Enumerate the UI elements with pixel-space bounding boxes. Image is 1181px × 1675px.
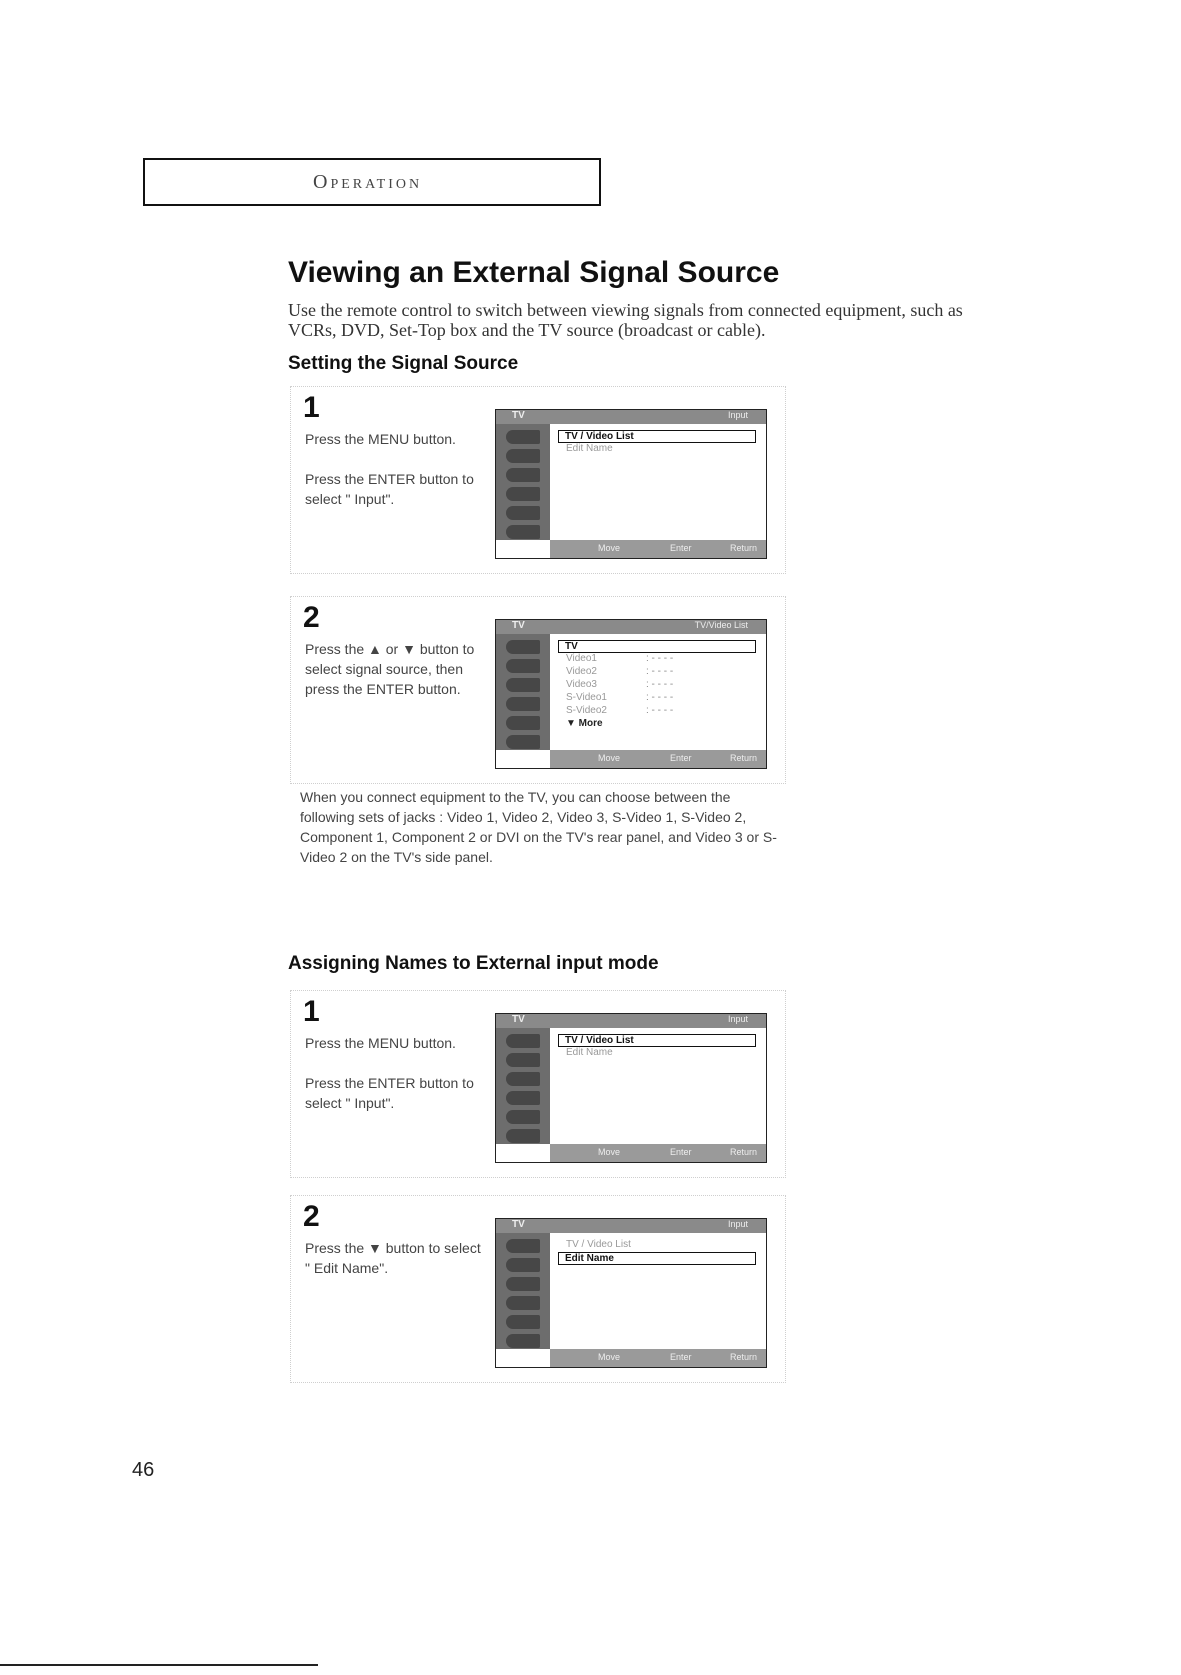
tv-menu-title: Input — [727, 410, 748, 420]
tv-menu-hint: Enter — [670, 753, 692, 763]
tv-menu-hint: Move — [598, 1147, 621, 1157]
tv-menu-item[interactable] — [558, 640, 756, 653]
tv-menu-item[interactable] — [558, 443, 756, 456]
instruction-step — [290, 386, 786, 574]
tv-menu-title: Input — [727, 1014, 748, 1024]
tv-menu-item[interactable] — [558, 1252, 756, 1265]
tv-menu-hint: Enter — [670, 1352, 692, 1362]
tv-menu-item-label: S-Video2 — [566, 705, 607, 716]
tv-menu-item-label: Video1 — [566, 653, 597, 664]
tv-menu-hint: Return — [730, 753, 758, 763]
tv-menu-title: Input — [727, 1219, 748, 1229]
tv-menu-icon — [506, 716, 540, 730]
step-number: 2 — [303, 601, 320, 634]
tv-menu-item[interactable] — [558, 1047, 756, 1060]
tv-menu-item-value: : - - - - — [646, 705, 674, 716]
step-instruction-line: Press the MENU button. — [305, 1035, 456, 1051]
tv-menu-sidebar — [496, 424, 550, 540]
tv-menu-icon — [506, 1239, 540, 1253]
tv-menu-hint: Move — [598, 753, 621, 763]
page-title: Viewing an External Signal Source — [288, 256, 780, 289]
tv-menu-item-label: S-Video1 — [566, 692, 607, 703]
tv-menu-titlebar — [496, 1219, 766, 1233]
tv-menu-icon — [506, 525, 540, 539]
tv-menu-hint: Move — [598, 1352, 621, 1362]
tv-menu-icon — [506, 468, 540, 482]
step-number: 1 — [303, 995, 320, 1028]
intro-paragraph: Use the remote control to switch between viewing signals from connected equipment, such as VCRs, DVD, Set-Top box and the TV source (broadcast or cable). — [288, 300, 963, 340]
tv-menu-hintbar — [550, 1349, 766, 1367]
tv-menu-item[interactable] — [558, 430, 756, 443]
tv-menu-icon — [506, 1110, 540, 1124]
step-number: 2 — [303, 1200, 320, 1233]
tv-menu-item-label: ▼ More — [566, 718, 603, 729]
tv-menu-screen — [495, 1013, 767, 1163]
tv-label: TV — [512, 620, 525, 631]
tv-menu-icon — [506, 1053, 540, 1067]
tv-menu-item[interactable] — [558, 679, 756, 692]
tv-menu-screen — [495, 409, 767, 559]
step-number: 1 — [303, 391, 320, 424]
instruction-step — [290, 596, 786, 784]
jack-note: When you connect equipment to the TV, you can choose between the following sets of jacks : Video 1, Video 2, Video 3, S-Video 1, S-Video 2, Component 1, Component 2 or DVI on the TV's rear panel, and Video 3 or S-Video 2 on the TV's side panel. — [300, 789, 777, 865]
tv-menu-item-value: : - - - - — [646, 653, 674, 664]
tv-label: TV — [512, 1014, 525, 1025]
tv-menu-icon — [506, 1334, 540, 1348]
tv-menu-list — [558, 1239, 756, 1265]
tv-menu-icon — [506, 1315, 540, 1329]
tv-menu-item[interactable] — [558, 1239, 756, 1252]
step-instructions — [305, 429, 485, 529]
tv-menu-item-label: Edit Name — [566, 1047, 613, 1058]
tv-menu-item[interactable] — [558, 692, 756, 705]
tv-menu-icon — [506, 487, 540, 501]
tv-menu-screen — [495, 1218, 767, 1368]
step-instruction-line: Press the ▼ button to select " Edit Name". — [305, 1240, 481, 1276]
section-title-setting-signal-source: Setting the Signal Source — [288, 353, 519, 374]
tv-menu-item-label: Video2 — [566, 666, 597, 677]
tv-menu-list — [558, 1034, 756, 1060]
tv-menu-item[interactable] — [558, 705, 756, 718]
tv-menu-item-value: : - - - - — [646, 692, 674, 703]
bottom-rule — [0, 1664, 318, 1666]
instruction-step — [290, 990, 786, 1178]
step-instruction-line: Press the ENTER button to select " Input". — [305, 471, 474, 507]
section-header-box — [143, 158, 601, 206]
tv-menu-titlebar — [496, 620, 766, 634]
tv-menu-item-value: : - - - - — [646, 666, 674, 677]
step-instructions — [305, 1033, 485, 1133]
step-instructions — [305, 639, 485, 719]
tv-menu-icon — [506, 1091, 540, 1105]
tv-menu-hint: Return — [730, 1352, 758, 1362]
tv-menu-hintbar — [550, 750, 766, 768]
tv-menu-item[interactable] — [558, 718, 756, 731]
tv-menu-hint: Enter — [670, 543, 692, 553]
tv-menu-icon — [506, 1258, 540, 1272]
tv-menu-list — [558, 430, 756, 456]
step-instruction-line: Press the ▲ or ▼ button to select signal source, then press the ENTER button. — [305, 641, 475, 697]
step-instruction-line: Press the ENTER button to select " Input". — [305, 1075, 474, 1111]
section-header-label: Operation — [313, 171, 423, 193]
tv-menu-hintbar — [550, 540, 766, 558]
section-title-assigning-names: Assigning Names to External input mode — [288, 953, 659, 974]
tv-menu-item-label: TV — [565, 641, 578, 652]
tv-menu-icon — [506, 1296, 540, 1310]
tv-menu-titlebar — [496, 1014, 766, 1028]
tv-menu-item-label: TV / Video List — [565, 1035, 634, 1046]
tv-menu-item-value: : - - - - — [646, 679, 674, 690]
tv-label: TV — [512, 1219, 525, 1230]
tv-menu-item-label: Video3 — [566, 679, 597, 690]
tv-menu-list — [558, 640, 756, 731]
tv-menu-screen — [495, 619, 767, 769]
tv-menu-item-label: Edit Name — [566, 443, 613, 454]
tv-label: TV — [512, 410, 525, 421]
page-number: 46 — [132, 1459, 155, 1481]
tv-menu-icon — [506, 449, 540, 463]
tv-menu-sidebar — [496, 634, 550, 750]
tv-menu-hint: Enter — [670, 1147, 692, 1157]
tv-menu-hint: Move — [598, 543, 621, 553]
tv-menu-icon — [506, 735, 540, 749]
tv-menu-titlebar — [496, 410, 766, 424]
instruction-step — [290, 1195, 786, 1383]
tv-menu-item[interactable] — [558, 1034, 756, 1047]
tv-menu-hint: Return — [730, 1147, 758, 1157]
tv-menu-item-label: TV / Video List — [566, 1239, 631, 1250]
tv-menu-item-label: TV / Video List — [565, 431, 634, 442]
tv-menu-item[interactable] — [558, 666, 756, 679]
tv-menu-sidebar — [496, 1233, 550, 1349]
tv-menu-icon — [506, 1129, 540, 1143]
tv-menu-icon — [506, 678, 540, 692]
tv-menu-icon — [506, 1277, 540, 1291]
tv-menu-icon — [506, 659, 540, 673]
step-instructions — [305, 1238, 485, 1298]
tv-menu-item[interactable] — [558, 653, 756, 666]
tv-menu-icon — [506, 640, 540, 654]
tv-menu-icon — [506, 1072, 540, 1086]
tv-menu-title: TV/Video List — [694, 620, 748, 630]
tv-menu-hint: Return — [730, 543, 758, 553]
tv-menu-icon — [506, 697, 540, 711]
tv-menu-icon — [506, 1034, 540, 1048]
tv-menu-sidebar — [496, 1028, 550, 1144]
tv-menu-item-label: Edit Name — [565, 1253, 614, 1264]
tv-menu-hintbar — [550, 1144, 766, 1162]
tv-menu-icon — [506, 506, 540, 520]
tv-menu-icon — [506, 430, 540, 444]
step-instruction-line: Press the MENU button. — [305, 431, 456, 447]
